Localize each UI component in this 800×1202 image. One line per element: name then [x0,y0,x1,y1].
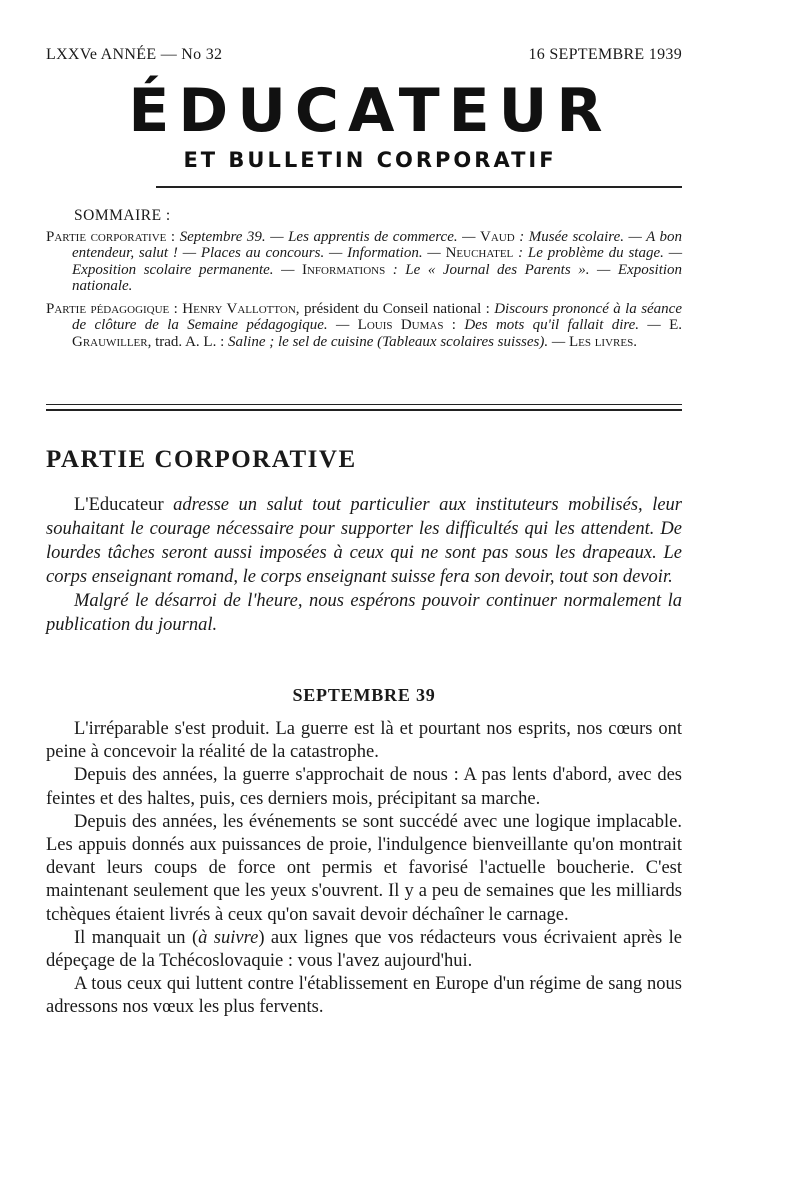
article-title: SEPTEMBRE 39 [292,685,436,705]
journal-subtitle: ET BULLETIN CORPORATIF [183,148,557,172]
table-of-contents [46,208,682,356]
intro-paragraph: L'Educateur adresse un salut tout particulier aux instituteurs mobilisés, leur souhaitant le courage nécessaire pour supporter les difficultés qui les attendent. De lourdes tâches seront aussi imposées à ceux qui ne sont pas sous les drapeaux. Le corps enseignant romand, le corps enseignant suisse fera son devoir, tout son devoir. [46,495,683,587]
article-paragraph: Depuis des années, les événements se sont succédé avec une logique implacable. Les appuis donnés aux puissances de proie, l'indulgence bienveillante qu'on montrait devant leurs coups de force ont permis et favorisé l'actuelle boucherie. C'est maintenant seulement que les yeux s'ouvrent. Il y a peu de semaines que les milliards tchèques étaient livrés à ceux qu'on savait devoir déchaîner le carnage. [46,811,682,925]
article-paragraph: Depuis des années, la guerre s'approchait de nous : A pas lents d'abord, avec des feintes et des haltes, puis, ces derniers mois, précipitant sa marche. [46,765,682,809]
toc-pedagogique: Partie pédagogique : Henry Vallotton, président du Conseil national : Discours prononcé à la séance de clôture de la Semaine pédagogique. — Louis Dumas : Des mots qu'il fallait dire. — E. Grauwiller, trad. A. L. : Saline ; le sel de cuisine (Tableaux scolaires suisses). — Les livres. [46,300,683,350]
toc-label-corporative: Partie corporative : [46,228,176,245]
article-paragraph: Il manquait un (à suivre) aux lignes que vos rédacteurs vous écrivaient après le dépeçage de la Tchécoslovaquie : vous l'avez aujourd'hui. [46,927,682,972]
section-title: PARTIE CORPORATIVE [46,446,357,473]
intro-paragraph: Malgré le désarroi de l'heure, nous espérons pouvoir continuer normalement la publication du journal. [46,591,682,635]
toc-corporative: Partie corporative : Septembre 39. — Les apprentis de commerce. — Vaud : Musée scolaire. — A bon entendeur, salut ! — Places au concours. — Information. — Neuchatel : Le problème du stage. — Exposition scolaire permanente. — Informations : Le « Journal des Parents ». — Exposition nationale. [46,228,683,294]
journal-title: ÉDUCATEUR [128,76,612,146]
issue-number: LXXVe ANNÉE — No 32 [46,46,223,63]
issue-date: 16 SEPTEMBRE 1939 [528,46,682,63]
article-body [46,718,682,1020]
section-intro [46,493,682,637]
toc-title: SOMMAIRE : [74,207,171,224]
article-paragraph: L'irréparable s'est produit. La guerre est là et pourtant nos esprits, nos cœurs ont peine à concevoir la réalité de la catastrophe. [46,719,682,763]
article-paragraph: A tous ceux qui luttent contre l'établissement en Europe d'un régime de sang nous adressons nos vœux les plus fervents. [46,974,682,1018]
toc-double-rule [46,404,682,411]
masthead-rule [156,186,682,188]
toc-label-pedagogique: Partie pédagogique : [46,300,178,317]
